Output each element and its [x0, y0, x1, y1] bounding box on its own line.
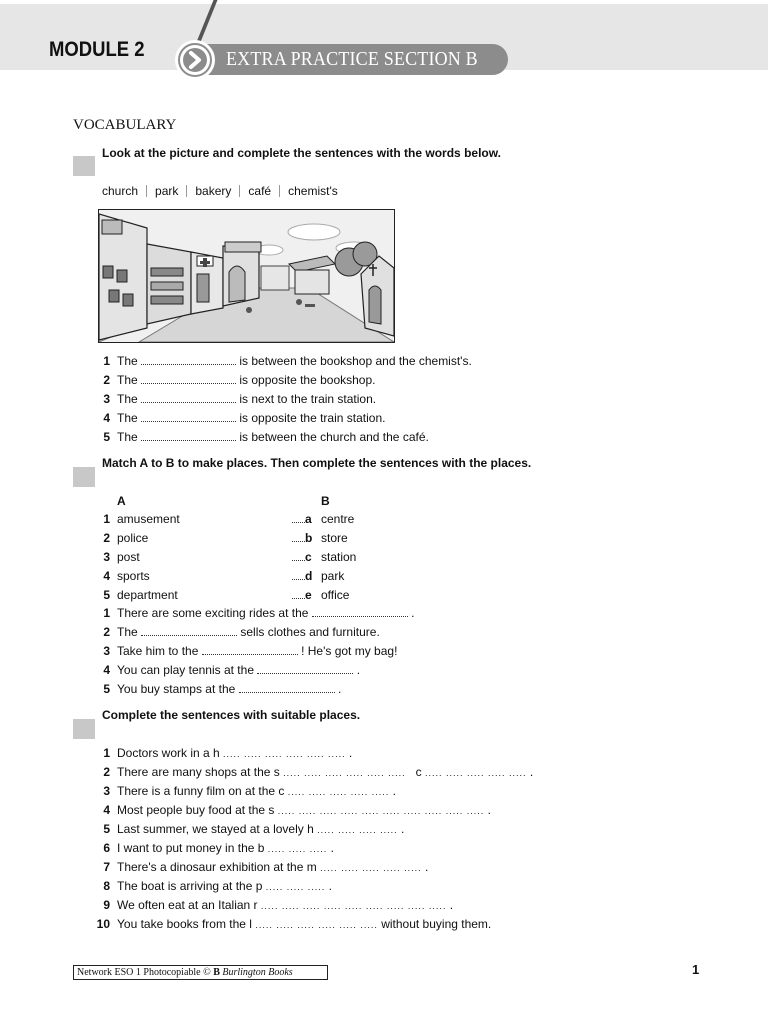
match-blank[interactable]: [292, 570, 305, 580]
item-number: 2: [103, 625, 110, 639]
word-bank-separator: [239, 185, 240, 197]
sentence-end: .: [348, 746, 353, 760]
sentence-start: Take him to the: [117, 644, 199, 658]
word-bank-item: café: [248, 184, 272, 198]
header-top-strip: [0, 0, 768, 4]
answer-blank[interactable]: [141, 431, 236, 441]
item-number: 3: [103, 392, 110, 406]
match-letter: e: [305, 588, 312, 602]
sentence-end: is between the bookshop and the chemist's.: [239, 354, 472, 368]
sentence-start: The: [117, 392, 138, 406]
sentence-start: There are many shops at the s: [117, 765, 280, 779]
match-word-a: amusement: [117, 512, 180, 526]
sentence-start: Last summer, we stayed at a lovely h: [117, 822, 314, 836]
match-blank[interactable]: [292, 532, 305, 542]
sentence-end: is opposite the train station.: [239, 411, 386, 425]
exercise-3-item: [117, 765, 533, 779]
sentence-end: ! He's got my bag!: [301, 644, 398, 658]
word-bank-item: park: [155, 184, 179, 198]
sentence-end: sells clothes and furniture.: [240, 625, 380, 639]
exercise-1-item: [117, 354, 472, 368]
item-number: 9: [103, 898, 110, 912]
sentence-start: There is a funny film on at the c: [117, 784, 285, 798]
sentence-start: The: [117, 373, 138, 387]
match-word-b: office: [321, 588, 350, 602]
street-scene-illustration: [98, 209, 395, 343]
word-bank-item: chemist's: [288, 184, 338, 198]
letter-blanks[interactable]: ..... ..... ..... ..... ..... ..... ..... ..... .....: [260, 901, 447, 911]
word-bank: [102, 184, 338, 198]
item-number: 3: [103, 784, 110, 798]
column-a-heading: A: [117, 494, 126, 508]
sentence-end: .: [424, 860, 429, 874]
word-bank-item: church: [102, 184, 139, 198]
item-number: 1: [103, 354, 110, 368]
match-letter: c: [305, 550, 312, 564]
sentence-end: .: [449, 898, 454, 912]
match-word-a: police: [117, 531, 149, 545]
sentence-start: I want to put money in the b: [117, 841, 265, 855]
word-bank-separator: [146, 185, 147, 197]
sentence-end: .: [356, 663, 361, 677]
match-word-a: sports: [117, 569, 150, 583]
sentence-start: You buy stamps at the: [117, 682, 236, 696]
letter-blanks[interactable]: ..... ..... .....: [267, 844, 328, 854]
match-word-b: store: [321, 531, 348, 545]
sentence-end: is next to the train station.: [239, 392, 377, 406]
sentence-start: The: [117, 354, 138, 368]
match-word-a: post: [117, 550, 140, 564]
exercise-2-sentence: [117, 644, 397, 658]
item-number: 2: [103, 765, 110, 779]
exercise-2-marker: [73, 467, 95, 487]
sentence-end: .: [400, 822, 405, 836]
exercise-2-sentence: [117, 682, 341, 696]
column-b-heading: B: [321, 494, 330, 508]
exercise-3-item: [117, 746, 352, 760]
answer-blank[interactable]: [312, 607, 408, 617]
match-answer: [292, 531, 312, 545]
exercise-3-marker: [73, 719, 95, 739]
letter-blanks[interactable]: ..... ..... .....: [265, 882, 326, 892]
match-blank[interactable]: [292, 551, 305, 561]
answer-blank[interactable]: [141, 393, 236, 403]
item-number: 3: [103, 644, 110, 658]
item-number: 2: [103, 373, 110, 387]
letter-blanks[interactable]: ..... ..... ..... ..... ..... .....: [283, 768, 406, 778]
page-number: 1: [692, 962, 700, 977]
letter-blanks[interactable]: ..... ..... ..... ..... ..... ..... ..... ..... ..... .....: [277, 806, 485, 816]
item-number: 1: [103, 746, 110, 760]
exercise-1-item: [117, 392, 376, 406]
sentence-end: is opposite the bookshop.: [239, 373, 376, 387]
sentence-end: .: [411, 606, 415, 620]
match-word-b: station: [321, 550, 357, 564]
answer-blank[interactable]: [257, 664, 353, 674]
letter-blanks[interactable]: ..... ..... ..... .....: [317, 825, 398, 835]
item-number: 8: [103, 879, 110, 893]
exercise-2-sentence: [117, 606, 414, 620]
sentence-start: We often eat at an Italian r: [117, 898, 258, 912]
match-answer: [292, 588, 312, 602]
item-number: 2: [103, 531, 110, 545]
item-number: 4: [103, 803, 110, 817]
item-number: 4: [103, 663, 110, 677]
sentence-end: .: [330, 841, 334, 855]
item-number: 7: [103, 860, 110, 874]
sentence-start: There are some exciting rides at the: [117, 606, 309, 620]
word-bank-separator: [279, 185, 280, 197]
sentence-end: without buying them.: [381, 917, 492, 931]
letter-blanks[interactable]: ..... ..... ..... ..... .....: [320, 863, 422, 873]
match-word-b: centre: [321, 512, 355, 526]
exercise-3-item: [117, 860, 428, 874]
footer-copyright: [73, 965, 328, 980]
item-number: 4: [103, 411, 110, 425]
match-letter: b: [305, 531, 313, 545]
exercise-3-item: [117, 917, 491, 931]
chevron-right-icon: [180, 45, 210, 75]
publisher-name: Burlington Books: [222, 967, 293, 978]
answer-blank[interactable]: [202, 645, 298, 655]
exercise-3-item: [117, 822, 404, 836]
sentence-end: .: [392, 784, 396, 798]
exercise-1-item: [117, 430, 429, 444]
item-number: 5: [103, 430, 110, 444]
sentence-middle: c: [415, 765, 422, 779]
match-blank[interactable]: [292, 589, 305, 599]
answer-blank[interactable]: [141, 374, 236, 384]
answer-blank[interactable]: [141, 412, 236, 422]
letter-blanks[interactable]: ..... ..... ..... ..... .....: [424, 768, 527, 778]
sentence-start: The boat is arriving at the p: [117, 879, 263, 893]
sentence-start: The: [117, 430, 138, 444]
item-number: 5: [103, 682, 110, 696]
sentence-start: You can play tennis at the: [117, 663, 254, 677]
word-bank-separator: [186, 185, 187, 197]
vocabulary-heading: VOCABULARY: [73, 117, 177, 133]
exercise-3-item: [117, 898, 453, 912]
item-number: 1: [103, 512, 110, 526]
section-title: EXTRA PRACTICE SECTION B: [226, 48, 478, 70]
match-answer: [292, 550, 312, 564]
sentence-start: Most people buy food at the s: [117, 803, 275, 817]
exercise-2-sentence: [117, 625, 380, 639]
item-number: 5: [103, 588, 110, 602]
match-letter: d: [305, 569, 313, 583]
exercise-3-item: [117, 879, 332, 893]
item-number: 4: [103, 569, 110, 583]
sentence-start: Doctors work in a h: [117, 746, 220, 760]
word-bank-item: bakery: [195, 184, 232, 198]
match-answer: [292, 512, 312, 526]
publisher-logo-icon: B: [213, 967, 220, 978]
exercise-2-sentence: [117, 663, 360, 677]
letter-blanks[interactable]: ..... ..... ..... ..... ..... .....: [255, 920, 378, 930]
match-word-a: department: [117, 588, 178, 602]
sentence-start: You take books from the l: [117, 917, 252, 931]
item-number: 10: [96, 917, 110, 931]
sentence-start: There's a dinosaur exhibition at the m: [117, 860, 317, 874]
exercise-2-instruction: Match A to B to make places. Then complete the sentences with the places.: [102, 456, 532, 470]
sentence-start: The: [117, 411, 138, 425]
exercise-1-marker: [73, 156, 95, 176]
letter-blanks[interactable]: ..... ..... ..... ..... .....: [287, 787, 390, 797]
item-number: 5: [103, 822, 110, 836]
answer-blank[interactable]: [239, 683, 335, 693]
exercise-3-item: [117, 841, 334, 855]
sentence-start: The: [117, 625, 138, 639]
sentence-end: .: [529, 765, 534, 779]
copyright-text: Network ESO 1 Photocopiable ©: [77, 967, 211, 978]
letter-blanks[interactable]: ..... ..... ..... ..... ..... .....: [223, 749, 346, 759]
exercise-3-item: [117, 784, 396, 798]
answer-blank[interactable]: [141, 626, 237, 636]
item-number: 3: [103, 550, 110, 564]
exercise-3-instruction: Complete the sentences with suitable places.: [102, 708, 361, 722]
sentence-end: .: [328, 879, 332, 893]
exercise-3-item: [117, 803, 491, 817]
sentence-end: .: [487, 803, 491, 817]
match-letter: a: [305, 512, 312, 526]
module-label: MODULE 2: [49, 38, 145, 61]
sentence-end: .: [338, 682, 342, 696]
exercise-1-item: [117, 373, 375, 387]
answer-blank[interactable]: [141, 355, 236, 365]
item-number: 1: [103, 606, 110, 620]
sentence-end: is between the church and the café.: [239, 430, 429, 444]
exercise-1-instruction: Look at the picture and complete the sentences with the words below.: [102, 146, 501, 160]
match-word-b: park: [321, 569, 345, 583]
match-answer: [292, 569, 312, 583]
match-blank[interactable]: [292, 513, 305, 523]
exercise-1-item: [117, 411, 385, 425]
item-number: 6: [103, 841, 110, 855]
